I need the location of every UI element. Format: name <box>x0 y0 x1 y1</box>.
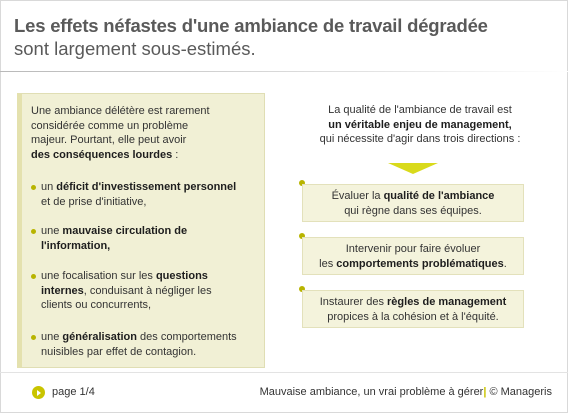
bullet-dot-icon <box>31 229 36 234</box>
page-title-line2: sont largement sous-estimés. <box>14 38 256 59</box>
item-tail: des comportements <box>137 331 237 343</box>
direction-pre: Instaurer des <box>319 296 388 308</box>
intro-line <box>290 118 550 133</box>
footer-caption <box>260 386 552 398</box>
intro-line <box>31 148 210 163</box>
direction-box-1 <box>302 184 524 222</box>
item-bold: l'information, <box>41 239 111 252</box>
direction-line: qui règne dans ses équipes. <box>344 205 482 217</box>
consequence-item-2 <box>41 224 187 253</box>
item-bold: mauvaise circulation de <box>62 225 188 237</box>
direction-pre: Évaluer la <box>331 190 384 202</box>
footer-divider <box>0 372 568 373</box>
item-bold: internes <box>41 284 84 297</box>
direction-box-2 <box>302 237 524 275</box>
down-triangle-arrow-icon <box>388 163 438 174</box>
intro-bold: des conséquences lourdes <box>31 148 173 161</box>
bullet-dot-icon <box>31 274 36 279</box>
item-line <box>41 224 187 239</box>
intro-line: La qualité de l'ambiance de travail est <box>328 104 512 116</box>
direction-line: propices à la cohésion et à l'équité. <box>327 311 499 323</box>
intro-bold: un véritable enjeu de management, <box>328 118 512 131</box>
intro-line: considérée comme un problème <box>31 119 189 132</box>
item-line <box>41 239 187 254</box>
consequence-item-4 <box>41 330 237 359</box>
item-bold: déficit d'investissement personnel <box>56 181 237 193</box>
direction-line <box>303 189 523 204</box>
intro-text <box>31 104 210 162</box>
intro-line: Une ambiance délétère est rarement <box>31 105 210 117</box>
caption-text: Mauvaise ambiance, un vrai problème à gérer <box>259 386 484 398</box>
direction-pre: les <box>319 258 337 270</box>
direction-bold: comportements problématiques <box>336 258 504 270</box>
item-pre: une <box>41 225 63 237</box>
item-bold: questions <box>155 270 208 282</box>
bullet-dot-icon <box>31 185 36 190</box>
item-bold: généralisation <box>62 331 137 343</box>
item-pre: un <box>41 181 57 193</box>
consequence-item-1 <box>41 180 236 209</box>
intro-tail: : <box>172 148 179 161</box>
direction-tail: . <box>503 258 507 270</box>
copyright-text: © Manageris <box>486 386 552 398</box>
item-line <box>41 180 236 195</box>
intro-line: majeur. Pourtant, elle peut avoir <box>31 134 187 146</box>
title-divider <box>0 71 568 72</box>
item-line: et de prise d'initiative, <box>41 195 147 208</box>
item-line <box>41 284 212 299</box>
consequence-item-3 <box>41 269 212 313</box>
separator: | <box>483 386 487 398</box>
direction-line: Intervenir pour faire évoluer <box>345 243 481 255</box>
direction-bold: règles de management <box>387 296 507 308</box>
page-title-line1: Les effets néfastes d'une ambiance de travail dégradée <box>14 15 488 36</box>
management-intro <box>290 103 550 147</box>
item-pre: une focalisation sur les <box>41 270 156 282</box>
item-line <box>41 330 237 345</box>
item-line <box>41 269 212 284</box>
direction-line <box>303 257 523 272</box>
direction-bold: qualité de l'ambiance <box>383 190 495 202</box>
item-line: clients ou concurrents, <box>41 299 152 311</box>
item-line: nuisibles par effet de contagion. <box>41 345 197 358</box>
play-arrow-icon[interactable] <box>32 386 45 399</box>
direction-box-3 <box>302 290 524 328</box>
item-pre: une <box>41 331 63 343</box>
bullet-dot-icon <box>31 335 36 340</box>
direction-line <box>303 295 523 310</box>
intro-line: qui nécessite d'agir dans trois directions : <box>319 133 521 145</box>
page-indicator[interactable]: page 1/4 <box>52 386 95 398</box>
item-tail: , conduisant à négliger les <box>83 284 212 297</box>
